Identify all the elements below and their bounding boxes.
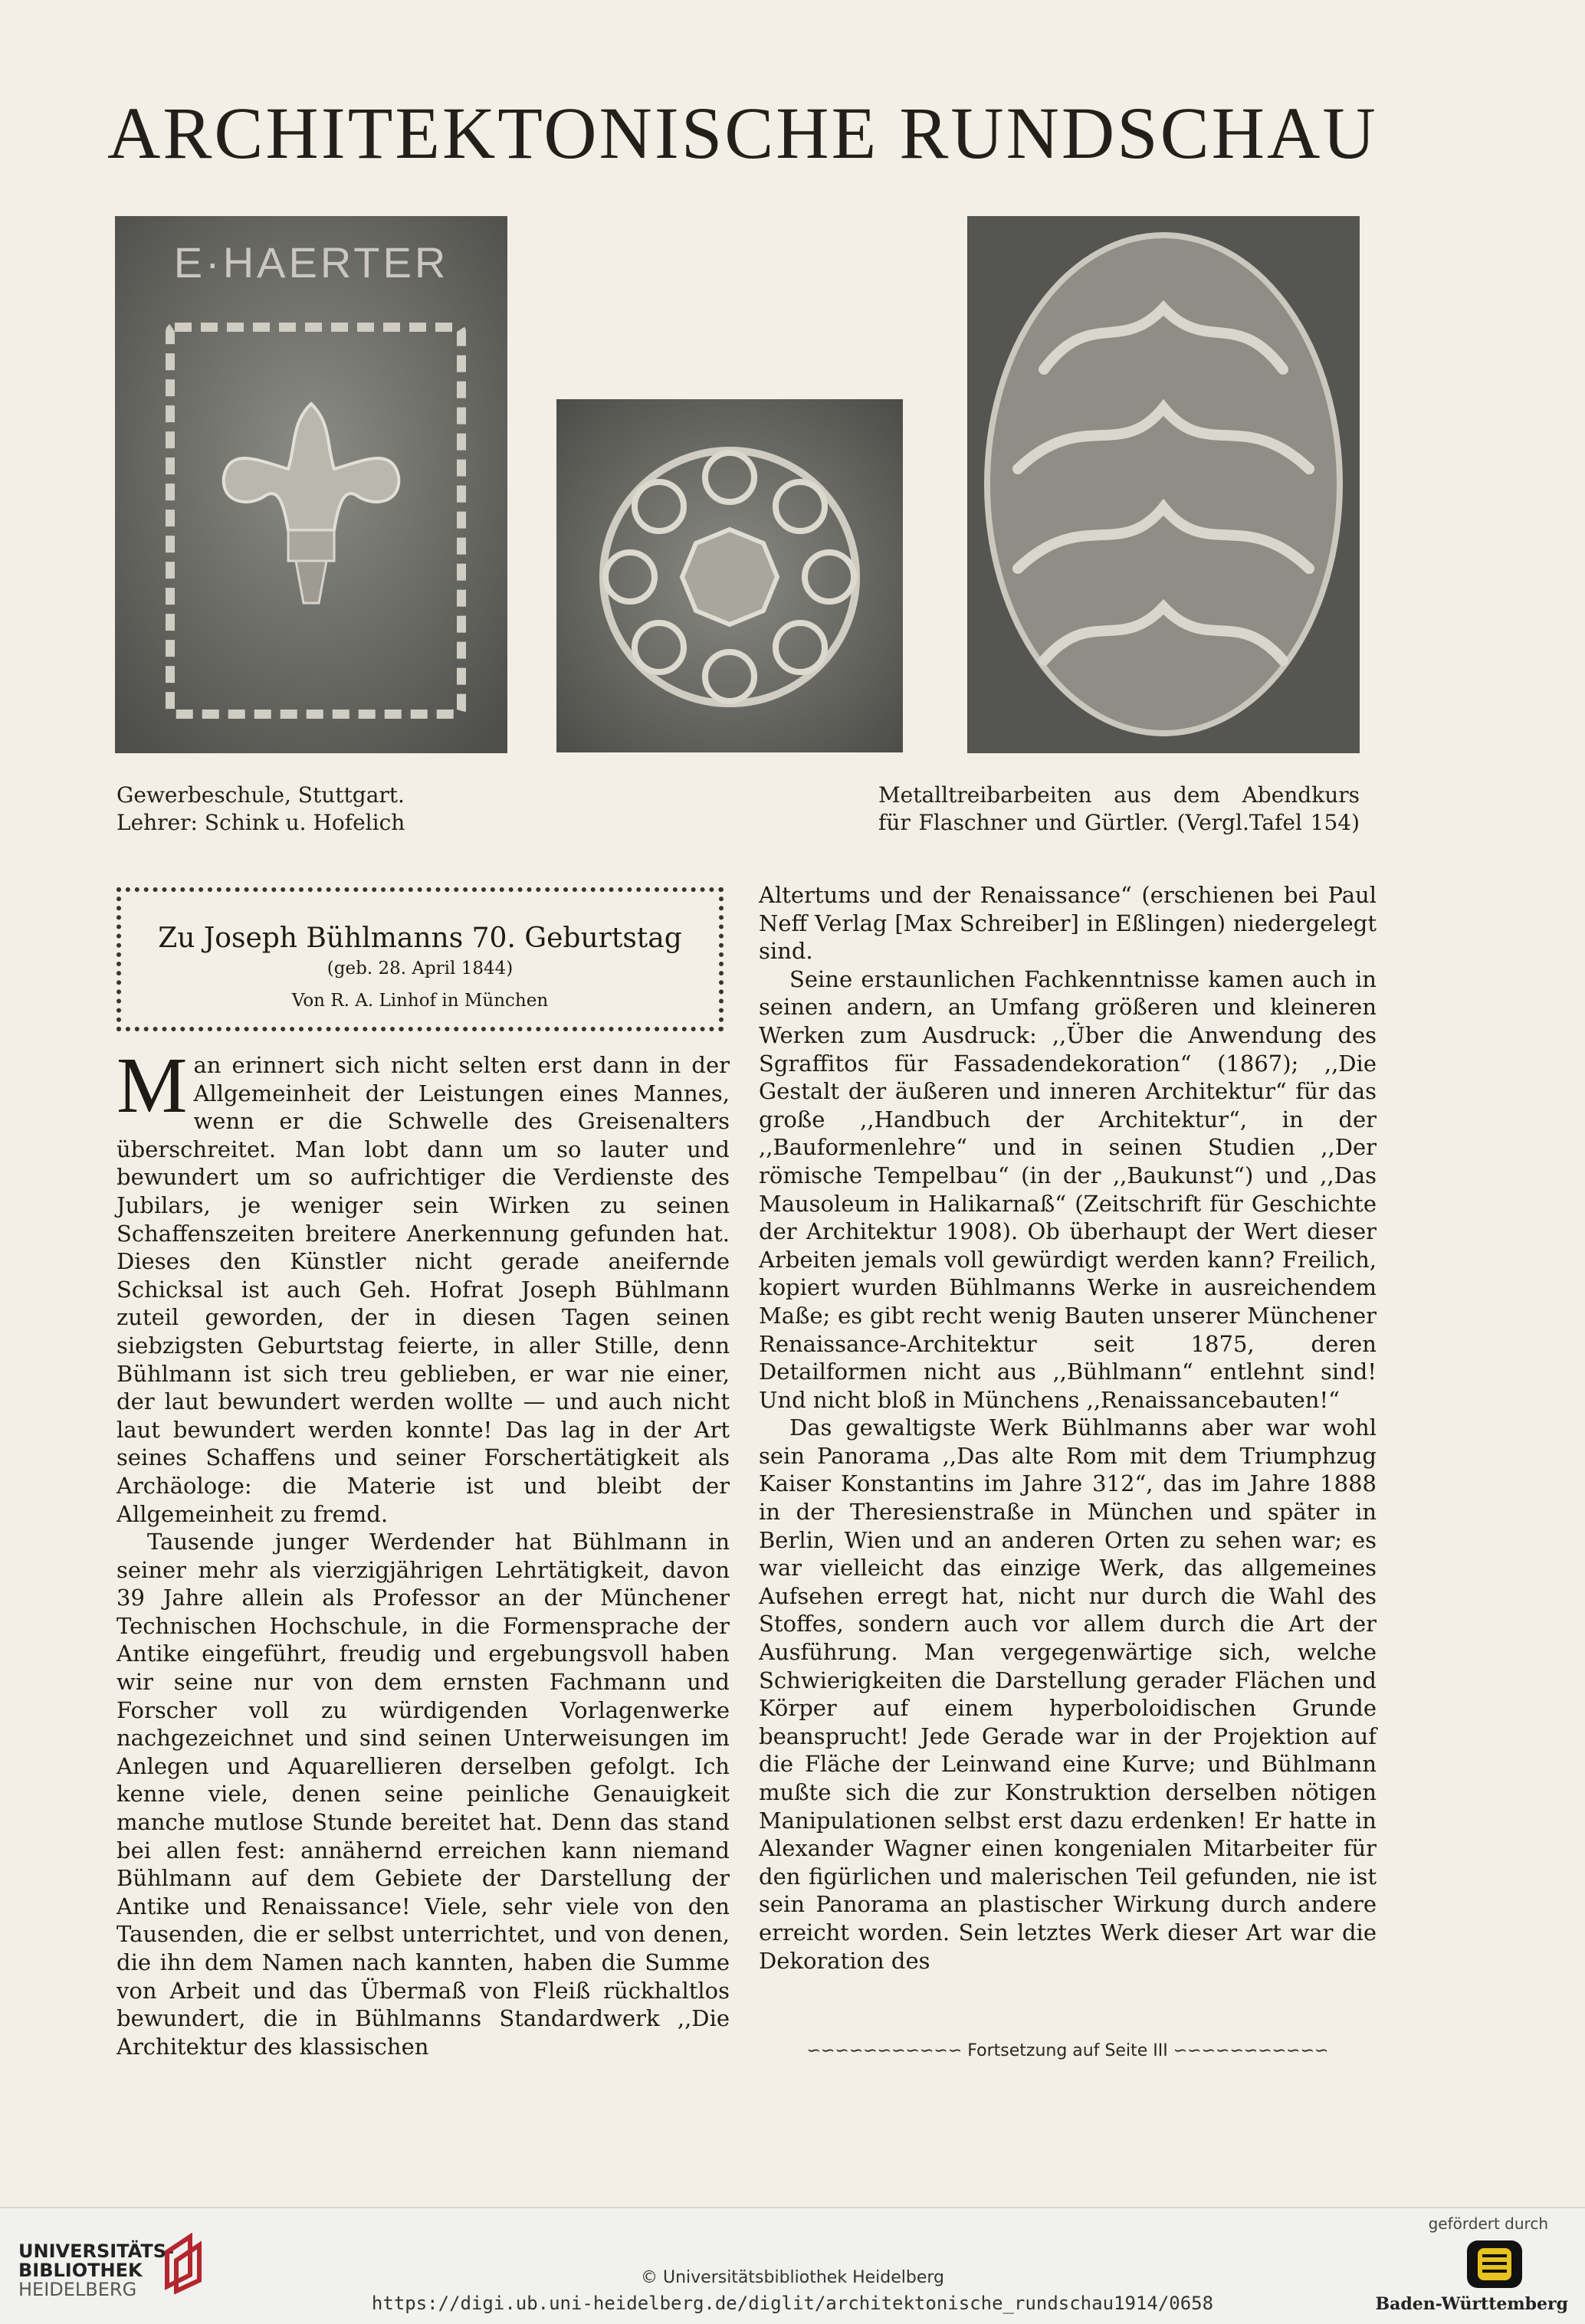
article-birth: (geb. 28. April 1844) [327,959,514,978]
library-line-1: UNIVERSITÄTS- [18,2240,175,2262]
article-heading-box [116,887,724,1031]
paragraph: Tausende junger Werdender hat Bühlmann in seiner mehr als vierzigjährigen Lehrtätigkeit, davon 39 Jahre allein als Professor an der Münchener Technischen Hochschule, in die Formensprache der Antike eingeführt, freudig und ergebungsvoll haben wir seine nur von dem ernsten Fachmann und Forscher voll zu würdigenden Vorlagenwerke nachgezeichnet und sind seinen Unterweisungen im Anlegen und Aquarellieren derselben gefolgt. Ich kenne viele, denen seine peinliche Genauigkeit manche mutlose Stunde bereitet hat. Denn das stand bei allen fest: annähernd erreichen kann niemand Bühlmann auf dem Gebiete der Darstellung der Antike und Renaissance! Viele, sehr viele von den Tausenden, die er selbst unterrichtet, und von denen, die ihn dem Namen nach kannten, haben die Summe von Arbeit und das Übermaß von Fleiß rückhaltlos bewundert, die in Bühlmanns Standardwerk ,,Die Architektur des klassischen [116,1529,730,2060]
article-column-1 [116,1041,730,2070]
article-heading: Zu Joseph Bühlmanns 70. Geburtstag [158,923,682,954]
nameplate-image [115,216,507,753]
footer-bar [0,2207,1585,2324]
paragraph: Das gewaltigste Werk Bühlmanns aber war wohl sein Panorama ,,Das alte Rom mit dem Triumphzug Kaiser Konstantins im Jahre 312“, das im Jahre 1888 in der Theresienstraße in München und später in Berlin, Wien und an anderen Orten zu sehen war; es war vielleicht das einzige Werk, das allgemeines Aufsehen erregt hat, nicht nur durch die Wahl des Stoffes, sondern auch vor allem durch die Art der Ausführung. Man vergegenwärtige sich, welche Schwierigkeiten die Darstellung gerader Flächen und Körper auf einem hyperboloidischen Grunde beansprucht! Jede Gerade war in der Projektion auf die Fläche der Leinwand eine Kurve; und Bühlmann mußte sich die zur Konstruktion derselben nötigen Manipulationen selbst erst dazu erdenken! Er hatte in Alexander Wagner einen kongenialen Mitarbeiter für den figürlichen und malerischen Teil gefunden, nie ist sein Panorama an plastischer Wirkung durch andere erreicht worden. Sein letztes Werk dieser Art war die Dekoration des [759,1414,1377,1974]
page-title: ARCHITEKTONISCHE RUNDSCHAU [107,92,1378,174]
ornament-right-icon: ∽∽∽∽∽∽∽∽∽∽∽ [1173,2041,1329,2060]
caption-left-line-1: Gewerbeschule, Stuttgart. [116,782,405,808]
oval-relief-photo [967,216,1360,753]
copyright: © Universitätsbibliothek Heidelberg [640,2268,944,2287]
paragraph-text: an erinnert sich nicht selten erst dann in der Allgemeinheit der Leistungen eines Mannes, wenn er die Schwelle des Greisenalters überschreitet. Man lobt dann um so lauter und bewundert um so aufrichtiger die Verdienste des Jubilars, je weniger sein Wirken zu seinen Schaffenszeiten breitere Anerkennung gefunden hat. Dieses den Künstler nicht gerade aneifernde Schicksal ist auch Geh. Hofrat Joseph Bühlmann zuteil geworden, der in diesen Tagen seinen siebzigsten Geburtstag feierte, in aller Stille, denn Bühlmann ist sich treu geblieben, er war nie einer, der laut bewundert werden wollte — und auch nicht laut bewundert werden konnte! Das lag in der Art seines Schaffens und seiner Forschertätigkeit als Archäologe: die Materie ist und bleibt der Allgemeinheit zu fremd. [116,1052,730,1527]
paragraph: Seine erstaunlichen Fachkenntnisse kamen auch in seinen andern, an Umfang größeren und kleineren Werken zum Ausdruck: ,,Über die Anwendung des Sgraffitos für Fassadendekoration“ (1867); ,,Die Gestalt der äußeren und inneren Architektur“ für das große ,,Handbuch der Architektur“, in der ,,Bauformenlehre“ und in seinen Studien ,,Der römische Tempelbau“ (in der ,,Baukunst“) und ,,Das Mausoleum in Halikarnaß“ (Zeitschrift für Geschichte der Architektur 1908). Ob überhaupt der Wert dieser Arbeiten jemals voll gewürdigt werden kann? Freilich, kopiert wurden Bühlmanns Werke in ausreichendem Maße; es gibt recht wenig Bauten unserer Münchener Renaissance-Architektur seit 1875, deren Detailformen nicht aus ,,Bühlmann“ entlehnt sind! Und nicht bloß in Münchens ,,Renaissancebauten!“ [759,965,1377,1413]
caption-right-line-2: für Flaschner und Gürtler. (Vergl.Tafel 154) [878,810,1360,835]
oval-relief-image [967,216,1360,753]
funded-by-label: gefördert durch [1428,2214,1548,2233]
ornament-left-icon: ∽∽∽∽∽∽∽∽∽∽∽ [806,2041,968,2060]
source-url[interactable]: https://digi.ub.uni-heidelberg.de/diglit/architektonische_rundschau1914/0658 [371,2293,1214,2314]
article-byline: Von R. A. Linhof in München [291,991,549,1011]
paragraph: Altertums und der Renaissance“ (erschienen bei Paul Neff Verlag [Max Schreiber] in Eßlingen) niedergelegt sind. [759,882,1377,965]
caption-left [116,782,405,837]
library-line-2: BIBLIOTHEK [18,2260,143,2281]
nameplate-lettering: E·HAERTER [173,238,449,287]
library-line-3: HEIDELBERG [18,2279,137,2300]
baden-wuerttemberg-seal-icon [1464,2237,1525,2291]
paragraph [116,1041,730,1528]
continuation-text: Fortsetzung auf Seite III [967,2041,1168,2060]
article-column-2 [759,881,1377,2034]
rosette-photo [556,399,903,752]
rosette-image [556,399,903,752]
caption-left-line-2: Lehrer: Schink u. Hofelich [116,810,405,835]
drop-cap: M [116,1041,188,1129]
funder-name: Baden-Württemberg [1375,2294,1568,2314]
nameplate-photo [115,216,507,753]
caption-right [878,782,1360,837]
continuation-note [759,2041,1377,2060]
caption-right-line-1: Metalltreibarbeiten aus dem Abendkurs [878,782,1360,808]
